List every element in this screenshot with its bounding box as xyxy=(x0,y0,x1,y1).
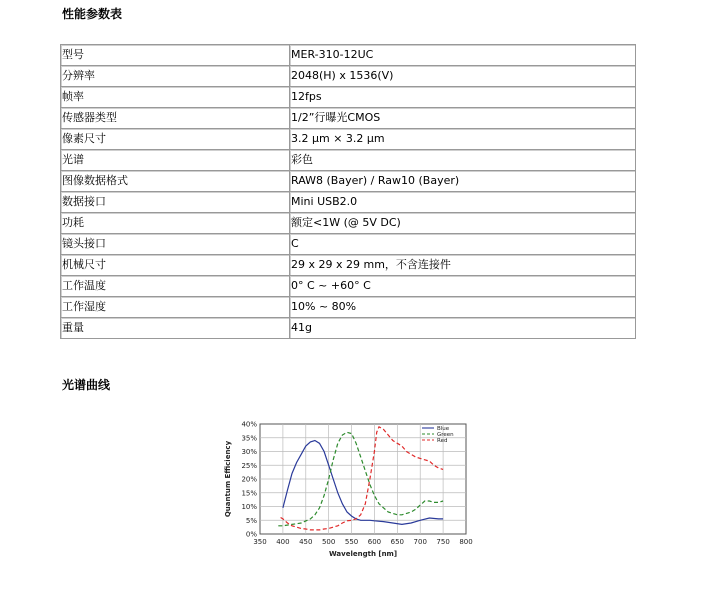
spec-row xyxy=(61,108,636,129)
y-tick-label: 10% xyxy=(241,503,257,511)
spec-label: 镜头接口 xyxy=(61,234,290,255)
spec-row xyxy=(61,66,636,87)
spec-value: 10% ~ 80% xyxy=(290,297,636,318)
spectral-response-chart xyxy=(218,412,488,572)
x-tick-label: 400 xyxy=(276,538,290,546)
spec-value: C xyxy=(290,234,636,255)
spec-row xyxy=(61,255,636,276)
y-tick-label: 5% xyxy=(245,516,257,525)
spec-label: 光谱 xyxy=(61,150,290,171)
legend-label-green: Green xyxy=(437,432,454,438)
spec-row xyxy=(61,276,636,297)
spec-value: 41g xyxy=(290,318,636,339)
spec-row xyxy=(61,150,636,171)
spec-label: 重量 xyxy=(61,318,290,339)
spec-label: 分辨率 xyxy=(61,66,290,87)
x-tick-label: 650 xyxy=(390,538,405,546)
x-tick-label: 500 xyxy=(321,538,336,546)
spec-row xyxy=(61,171,636,192)
spec-value: Mini USB2.0 xyxy=(290,192,636,213)
spec-value: 额定<1W (@ 5V DC) xyxy=(290,213,636,234)
spec-value: 29 x 29 x 29 mm，不含连接件 xyxy=(290,255,636,276)
spec-value: RAW8 (Bayer) / Raw10 (Bayer) xyxy=(290,171,636,192)
spec-row xyxy=(61,234,636,255)
y-tick-label: 40% xyxy=(241,420,257,429)
y-tick-label: 35% xyxy=(241,434,257,443)
spec-label: 图像数据格式 xyxy=(61,171,290,192)
spec-label: 机械尺寸 xyxy=(61,255,290,276)
spec-value: 3.2 μm × 3.2 μm xyxy=(290,129,636,150)
spec-label: 帧率 xyxy=(61,87,290,108)
spec-value: 12fps xyxy=(290,87,636,108)
spec-row xyxy=(61,87,636,108)
spec-value: 0° C ~ +60° C xyxy=(290,276,636,297)
y-tick-label: 25% xyxy=(241,461,257,470)
legend-label-blue: Blue xyxy=(437,426,450,432)
spec-label: 工作湿度 xyxy=(61,297,290,318)
y-tick-label: 30% xyxy=(241,448,257,456)
spec-label: 工作温度 xyxy=(61,276,290,297)
x-tick-label: 700 xyxy=(413,538,427,546)
spec-label: 型号 xyxy=(61,45,290,66)
spec-label: 像素尺寸 xyxy=(61,129,290,150)
y-tick-label: 15% xyxy=(241,489,257,498)
spec-label: 功耗 xyxy=(61,213,290,234)
y-tick-label: 0% xyxy=(245,530,257,539)
spec-row xyxy=(61,45,636,66)
x-tick-label: 750 xyxy=(436,538,450,546)
spec-row xyxy=(61,192,636,213)
spec-row xyxy=(61,129,636,150)
spec-value: 彩色 xyxy=(290,150,636,171)
spec-value: 1/2”行曝光CMOS xyxy=(290,108,636,129)
legend-label-red: Red xyxy=(437,438,448,444)
spectrum-section-title: 光谱曲线 xyxy=(62,378,111,392)
spec-value: MER-310-12UC xyxy=(290,45,636,66)
spec-label: 传感器类型 xyxy=(61,108,290,129)
y-axis-label: Quantum Efficiency xyxy=(224,440,232,518)
spec-row xyxy=(61,318,636,339)
spec-row xyxy=(61,213,636,234)
x-axis-label: Wavelength [nm] xyxy=(328,550,398,558)
spec-table xyxy=(60,44,636,339)
spec-section-title: 性能参数表 xyxy=(62,7,123,21)
x-tick-label: 350 xyxy=(253,538,267,546)
x-tick-label: 800 xyxy=(459,538,473,546)
x-tick-label: 450 xyxy=(299,538,313,546)
spec-label: 数据接口 xyxy=(61,192,290,213)
x-tick-label: 600 xyxy=(367,538,382,546)
x-tick-label: 550 xyxy=(344,538,359,546)
spec-row xyxy=(61,297,636,318)
spec-value: 2048(H) x 1536(V) xyxy=(290,66,636,87)
y-tick-label: 20% xyxy=(241,475,257,484)
